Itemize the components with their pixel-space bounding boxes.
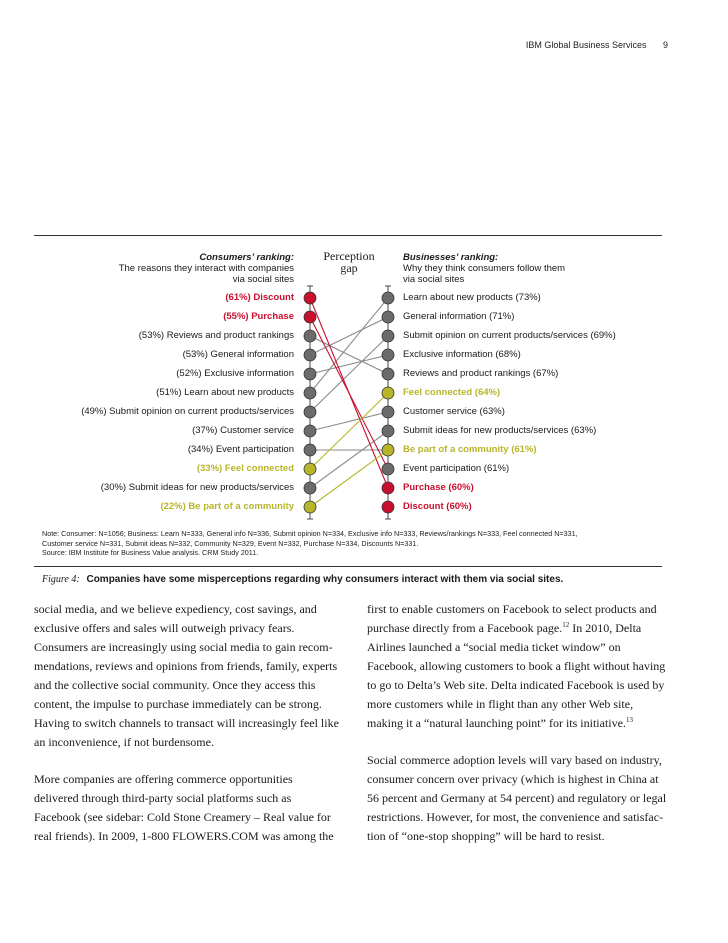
gap-connector [310,317,388,355]
page-number: 9 [662,40,668,50]
consumers-header-title: Consumers’ ranking: [199,252,294,263]
consumer-dot [304,387,316,399]
gap-connector [310,298,388,393]
consumer-dot [304,444,316,456]
consumer-rank-label: (55%) Purchase [223,311,294,322]
businesses-header-subtitle-2: via social sites [403,274,465,285]
note-line-2: Customer service N=331, Submit ideas N=332, Community N=329, Event N=332, Purchase N=334, Discounts N=331. [42,538,419,548]
consumer-rank-label: (61%) Discount [225,292,294,303]
consumer-rank-label: (53%) General information [182,349,294,360]
consumer-dot [304,406,316,418]
gap-connector [310,412,388,431]
consumer-rank-label: (53%) Reviews and product rankings [138,330,294,341]
left-paragraph-1: social media, and we believe expediency, cost savings, and exclusive offers and sales will outweigh privacy fears. Consumers are increasingly using social media to gain recom-mendations, reviews and opinions from friends, family, experts and the collective social community. Once they access this content, the impulse to purchase immediately can be strong. Having to switch channels to transact will increasingly feel like an inconvenience, if not burdensome. [34,602,339,749]
business-dot [382,406,394,418]
consumer-dot [304,292,316,304]
consumer-rank-label: (22%) Be part of a community [160,501,294,512]
perception-gap-line1: Perception [323,249,375,263]
business-dot [382,444,394,456]
business-rank-label: Feel connected (64%) [403,387,501,398]
business-rank-label: Discount (60%) [403,501,472,512]
right-paragraph-1-part-b: In 2010, Delta Airlines launched a “social media ticket window” on Facebook, allowing customers to book a flight without having to go to Delta’s Web site. Delta indicated Facebook is used by more customers while in flight than any other Web site, making it a “natural launching point” for its initiative. [367,621,666,730]
gap-connector [310,393,388,469]
consumer-dot [304,501,316,513]
business-dot [382,330,394,342]
gap-connector [310,317,388,469]
gap-connector [310,336,388,412]
consumer-dot [304,368,316,380]
consumer-rank-label: (49%) Submit opinion on current products/services [81,406,294,417]
caption-label: Figure 4: [42,574,80,585]
right-paragraph-1-part-a: first to enable customers on Facebook to select products and purchase directly from a Facebook page. [367,602,657,635]
businesses-header-subtitle-1: Why they think consumers follow them [403,263,566,274]
business-rank-label: Event participation (61%) [403,463,510,474]
business-rank-label: General information (71%) [403,311,515,322]
business-dot [382,387,394,399]
footnote-ref-12: 12 [562,621,570,629]
consumer-rank-label: (30%) Submit ideas for new products/services [100,482,294,493]
business-rank-label: Learn about new products (73%) [403,292,541,303]
business-dot [382,368,394,380]
gap-connector [310,450,388,507]
consumer-dot [304,482,316,494]
right-paragraph-1 [367,600,672,733]
consumer-dot [304,349,316,361]
business-dot [382,482,394,494]
consumer-dot [304,330,316,342]
business-dot [382,349,394,361]
consumers-header-subtitle-1: The reasons they interact with companies [118,263,294,274]
business-rank-label: Purchase (60%) [403,482,474,493]
gap-connector [310,355,388,374]
left-paragraph-2: More companies are offering commerce opportunities delivered through third-party social platforms such as Facebook (see sidebar: Cold Stone Creamery – Real value for real friends). In 2009, 1-800 FLOWERS.COM was among the [34,772,334,843]
business-rank-label: Exclusive information (68%) [403,349,521,360]
consumer-dot [304,425,316,437]
caption-text: Companies have some misperceptions regarding why consumers interact with them via social sites. [86,574,564,585]
consumers-header-subtitle-2: via social sites [232,274,294,285]
consumer-dot [304,311,316,323]
business-dot [382,501,394,513]
business-rank-label: Customer service (63%) [403,406,505,417]
consumer-rank-label: (52%) Exclusive information [176,368,294,379]
business-rank-label: Be part of a community (61%) [403,444,537,455]
consumer-dot [304,463,316,475]
footnote-ref-13: 13 [625,716,633,724]
figure-note [42,529,662,558]
figure-caption [42,574,563,585]
body-column-left [34,600,339,864]
business-dot [382,463,394,475]
businesses-header-title: Businesses’ ranking: [403,252,499,263]
right-paragraph-2: Social commerce adoption levels will vary based on industry, consumer concern over privacy (which is highest in China at 56 percent and Germany at 54 percent) and regulatory or legal restrictions. However, for most, the convenience and satisfac-tion of “one-stop shopping” will be hard to resist. [367,753,667,843]
business-rank-label: Submit ideas for new products/services (63%) [403,425,597,436]
business-dot [382,425,394,437]
business-rank-label: Reviews and product rankings (67%) [403,368,559,379]
consumer-rank-label: (33%) Feel connected [196,463,294,474]
gap-connector [310,336,388,374]
consumer-rank-label: (37%) Customer service [192,425,294,436]
note-line-1: Note: Consumer: N=1056; Business: Learn N=333, General info N=336, Submit opinion N=334, Exclusive info N=333, Reviews/rankings N=333, Feel connected N=331, [42,529,578,538]
business-rank-label: Submit opinion on current products/services (69%) [403,330,616,341]
business-dot [382,311,394,323]
header-title: IBM Global Business Services [525,40,647,50]
business-dot [382,292,394,304]
body-column-right [367,600,672,864]
consumer-rank-label: (51%) Learn about new products [156,387,294,398]
perception-gap-line2: gap [340,261,358,275]
note-source: Source: IBM Institute for Business Value analysis. CRM Study 2011. [42,548,259,557]
consumer-rank-label: (34%) Event participation [187,444,294,455]
